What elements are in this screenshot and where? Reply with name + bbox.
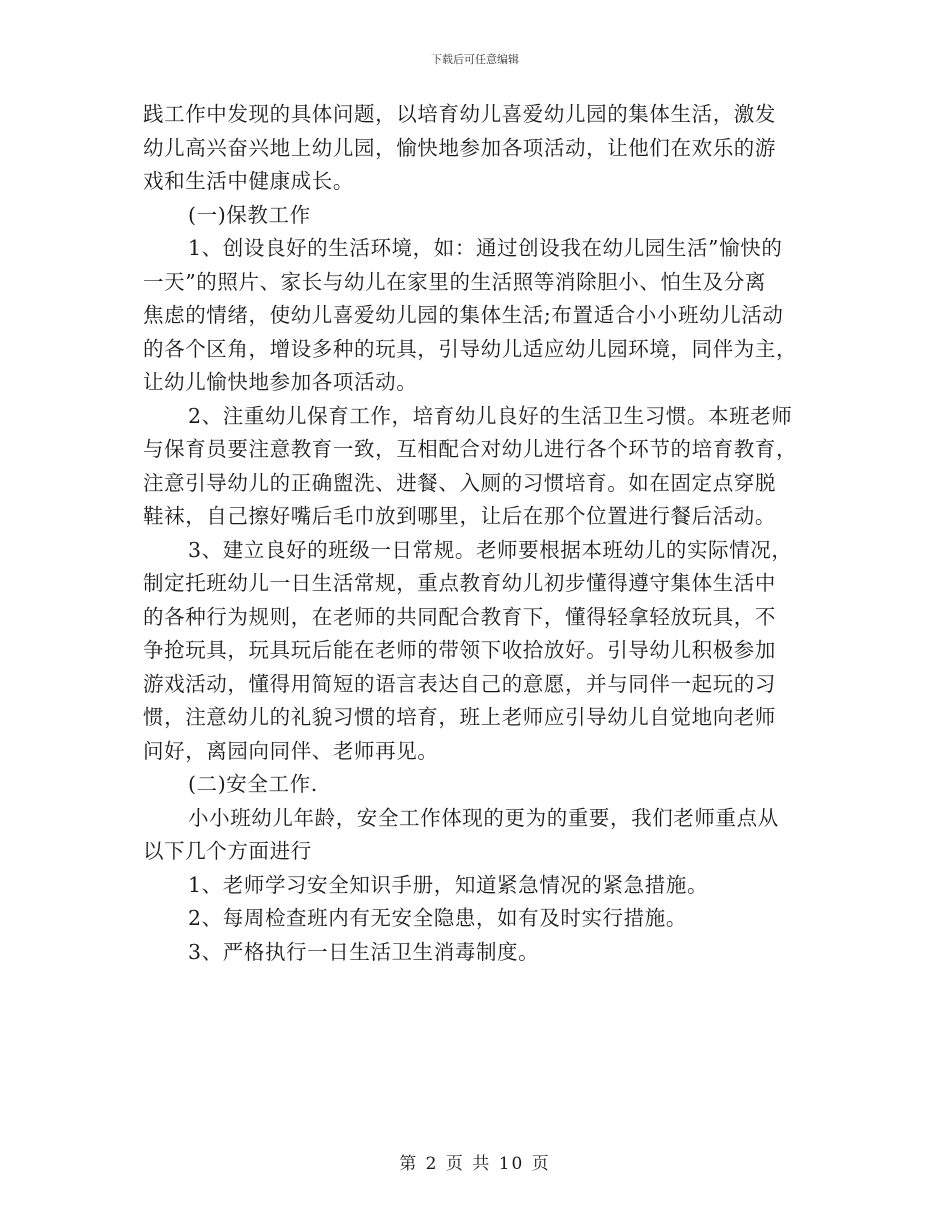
document-body <box>143 98 815 969</box>
text-line: 3、建立良好的班级一日常规。老师要根据本班幼儿的实际情况， <box>188 537 793 562</box>
text-line: 践工作中发现的具体问题，以培育幼儿喜爱幼儿园的集体生活，激发 <box>143 102 776 126</box>
body-text <box>143 98 815 969</box>
text-line: 2、每周检查班内有无安全隐患，如有及时实行措施。 <box>188 906 687 930</box>
text-line: (二)安全工作. <box>188 772 318 796</box>
text-line: 游戏活动，懂得用简短的语言表达自己的意愿，并与同伴一起玩的习 <box>143 671 776 696</box>
text-line: 3、严格执行一日生活卫生消毒制度。 <box>188 939 540 964</box>
text-line: 一天”的照片、家长与幼儿在家里的生活照等消除胆小、怕生及分离 <box>143 269 766 294</box>
text-line: 幼儿高兴奋兴地上幼儿园，愉快地参加各项活动，让他们在欢乐的游 <box>143 135 776 160</box>
text-line: 注意引导幼儿的正确盥洗、进餐、入厕的习惯培育。如在固定点穿脱 <box>143 470 776 495</box>
text-line: 小小班幼儿年龄，安全工作体现的更为的重要，我们老师重点从 <box>188 805 779 830</box>
text-line: 以下几个方面进行 <box>143 839 312 863</box>
text-line: 与保育员要注意教育一致，互相配合对幼儿进行各个环节的培育教育， <box>143 437 798 461</box>
page-number-footer: 第 2 页 共 10 页 <box>399 1154 551 1174</box>
page-header: 下载后可任意编辑 <box>431 53 519 66</box>
text-line: 问好，离园向同伴、老师再见。 <box>143 738 439 763</box>
text-line: 让幼儿愉快地参加各项活动。 <box>143 370 418 394</box>
text-line: 的各种行为规则，在老师的共同配合教育下，懂得轻拿轻放玩具，不 <box>143 604 776 629</box>
text-line: 争抢玩具，玩具玩后能在老师的带领下收拾放好。引导幼儿积极参加 <box>143 638 776 662</box>
text-line: (一)保教工作 <box>188 202 311 227</box>
text-line: 焦虑的情绪，使幼儿喜爱幼儿园的集体生活;布置适合小小班幼儿活动 <box>143 303 784 327</box>
text-line: 戏和生活中健康成长。 <box>143 169 354 193</box>
text-line: 鞋袜，自己擦好嘴后毛巾放到哪里，让后在那个位置进行餐后活动。 <box>143 504 776 528</box>
text-line: 1、老师学习安全知识手册，知道紧急情况的紧急措施。 <box>188 872 709 897</box>
text-line: 惯，注意幼儿的礼貌习惯的培育，班上老师应引导幼儿自觉地向老师 <box>143 705 776 729</box>
text-line: 1、创设良好的生活环境，如：通过创设我在幼儿园生活”愉快的 <box>188 236 783 260</box>
text-line: 制定托班幼儿一日生活常规，重点教育幼儿初步懂得遵守集体生活中 <box>143 571 776 595</box>
text-line: 的各个区角，增设多种的玩具，引导幼儿适应幼儿园环境，同伴为主， <box>143 336 798 361</box>
text-line: 2、注重幼儿保育工作，培育幼儿良好的生活卫生习惯。本班老师 <box>188 403 793 428</box>
